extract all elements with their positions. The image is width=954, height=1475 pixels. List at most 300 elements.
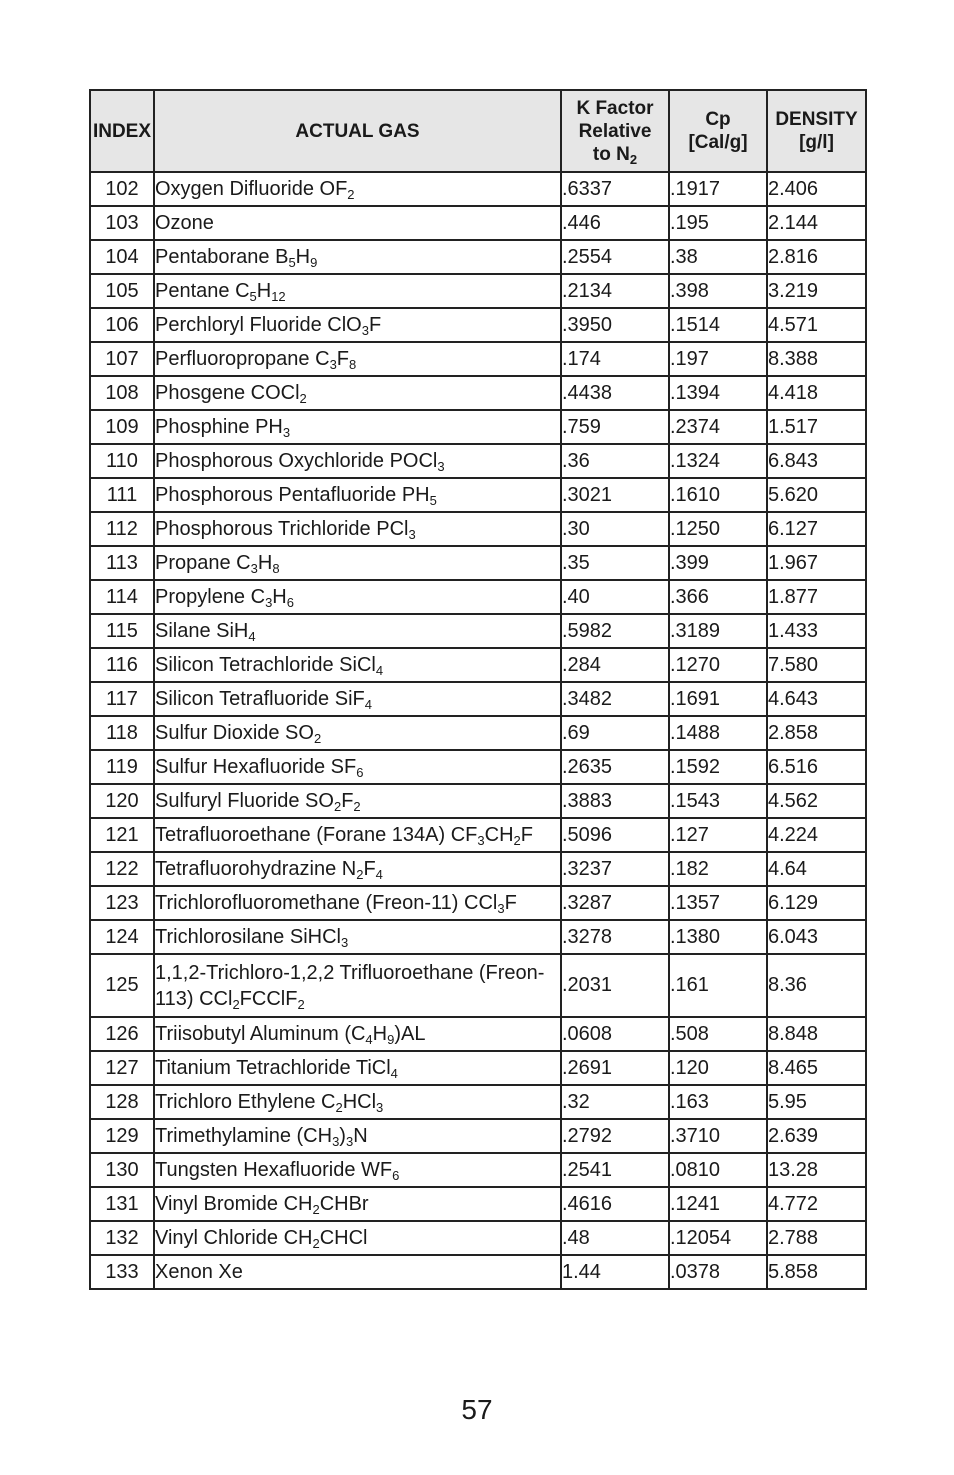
- cell-density: 1.967: [767, 546, 866, 580]
- cell-actual-gas: [154, 920, 561, 954]
- cell-index: 105: [90, 274, 154, 308]
- cell-index: 130: [90, 1153, 154, 1187]
- gas-name-text: Perchloryl Fluoride ClO: [155, 314, 362, 336]
- cell-density: 8.36: [767, 954, 866, 1017]
- table-body: [90, 172, 866, 1289]
- table-row: [90, 376, 866, 410]
- gas-formula-subscript: 2: [312, 1236, 320, 1251]
- cell-cp: .197: [669, 342, 767, 376]
- table-row: [90, 750, 866, 784]
- cell-index: 121: [90, 818, 154, 852]
- cell-k-factor: .5096: [561, 818, 669, 852]
- cell-actual-gas: [154, 580, 561, 614]
- cell-index: 117: [90, 682, 154, 716]
- cell-actual-gas: [154, 784, 561, 818]
- gas-formula-subscript: 3: [345, 1134, 354, 1149]
- cell-density: 6.127: [767, 512, 866, 546]
- table-row: [90, 614, 866, 648]
- gas-name-text: F: [368, 314, 382, 336]
- gas-formula-subscript: 3: [408, 527, 416, 542]
- cell-cp: .1394: [669, 376, 767, 410]
- gas-formula-subscript: 3: [376, 1100, 384, 1115]
- header-cp-line1: Cp: [705, 109, 731, 130]
- table-row: [90, 818, 866, 852]
- cell-density: 4.772: [767, 1187, 866, 1221]
- gas-formula-subscript: 3: [282, 425, 291, 440]
- cell-k-factor: .3278: [561, 920, 669, 954]
- header-cp: [669, 90, 767, 172]
- header-cp-line2: [Cal/g]: [688, 132, 748, 153]
- cell-k-factor: .3021: [561, 478, 669, 512]
- table-row: [90, 478, 866, 512]
- cell-cp: .12054: [669, 1221, 767, 1255]
- cell-cp: .195: [669, 206, 767, 240]
- gas-formula-subscript: 5: [429, 493, 437, 508]
- header-k-factor-line2: Relative: [578, 120, 652, 142]
- gas-name-text: F: [363, 858, 376, 880]
- gas-formula-subscript: 4: [365, 1032, 373, 1047]
- cell-actual-gas: [154, 716, 561, 750]
- table-row: [90, 1255, 866, 1289]
- gas-formula-subscript: 2: [356, 867, 364, 882]
- table-row: [90, 1085, 866, 1119]
- cell-actual-gas: [154, 546, 561, 580]
- cell-index: 116: [90, 648, 154, 682]
- gas-name-text: CH: [484, 824, 514, 846]
- cell-k-factor: .2792: [561, 1119, 669, 1153]
- cell-k-factor: .0608: [561, 1017, 669, 1051]
- cell-index: 124: [90, 920, 154, 954]
- gas-name-text: F: [341, 790, 354, 812]
- cell-cp: .161: [669, 954, 767, 1017]
- header-k-factor-line1: K Factor: [576, 97, 654, 119]
- cell-index: 127: [90, 1051, 154, 1085]
- cell-density: 4.562: [767, 784, 866, 818]
- cell-k-factor: .2635: [561, 750, 669, 784]
- gas-formula-subscript: 9: [387, 1032, 395, 1047]
- gas-formula-subscript: 8: [349, 357, 357, 372]
- gas-formula-subscript: 3: [437, 459, 445, 474]
- gas-formula-subscript: 2: [299, 391, 307, 406]
- gas-name-text: Phosphorous Oxychloride POCl: [155, 450, 438, 472]
- header-density-line1: DENSITY: [775, 109, 858, 130]
- table-row: [90, 240, 866, 274]
- table-row: [90, 512, 866, 546]
- gas-name-text: F: [520, 824, 533, 846]
- cell-actual-gas: [154, 852, 561, 886]
- gas-name-text: Titanium Tetrachloride TiCl: [155, 1057, 391, 1079]
- gas-formula-subscript: 2: [232, 996, 240, 1012]
- gas-name-text: )AL: [394, 1023, 426, 1045]
- gas-formula-subscript: 3: [361, 323, 369, 338]
- cell-k-factor: .48: [561, 1221, 669, 1255]
- gas-name-text: CHBr: [319, 1193, 369, 1215]
- table-row: [90, 954, 866, 1017]
- gas-name-text: Tungsten Hexafluoride WF: [155, 1159, 393, 1181]
- cell-actual-gas: [154, 1051, 561, 1085]
- cell-density: 2.788: [767, 1221, 866, 1255]
- cell-k-factor: .6337: [561, 172, 669, 206]
- cell-cp: .1488: [669, 716, 767, 750]
- gas-formula-subscript: 4: [375, 663, 384, 678]
- cell-k-factor: .3883: [561, 784, 669, 818]
- cell-k-factor: .3950: [561, 308, 669, 342]
- gas-name-text: Trimethylamine (CH: [155, 1125, 333, 1147]
- cell-cp: .398: [669, 274, 767, 308]
- cell-actual-gas: [154, 376, 561, 410]
- gas-formula-subscript: 5: [249, 289, 257, 304]
- cell-density: 4.224: [767, 818, 866, 852]
- table-row: [90, 648, 866, 682]
- cell-density: 5.858: [767, 1255, 866, 1289]
- cell-density: 3.219: [767, 274, 866, 308]
- cell-actual-gas: [154, 512, 561, 546]
- table-row: [90, 886, 866, 920]
- header-index: INDEX: [90, 90, 154, 172]
- cell-density: 1.433: [767, 614, 866, 648]
- table-row: [90, 716, 866, 750]
- gas-formula-subscript: 2: [347, 187, 355, 202]
- cell-index: 128: [90, 1085, 154, 1119]
- cell-index: 131: [90, 1187, 154, 1221]
- cell-index: 104: [90, 240, 154, 274]
- gas-name-text: Phosphine PH: [155, 416, 283, 438]
- cell-density: 6.516: [767, 750, 866, 784]
- gas-name-text: Vinyl Bromide CH: [155, 1193, 313, 1215]
- cell-cp: .2374: [669, 410, 767, 444]
- header-density: [767, 90, 866, 172]
- cell-actual-gas: [154, 1119, 561, 1153]
- cell-index: 109: [90, 410, 154, 444]
- gas-name-text: Phosphorous Trichloride PCl: [155, 518, 409, 540]
- cell-actual-gas: [154, 1153, 561, 1187]
- cell-k-factor: .36: [561, 444, 669, 478]
- gas-name-text: H: [257, 552, 273, 574]
- cell-k-factor: .2691: [561, 1051, 669, 1085]
- cell-k-factor: .30: [561, 512, 669, 546]
- gas-formula-subscript: 3: [250, 561, 258, 576]
- gas-name-text: HCl: [342, 1091, 377, 1113]
- cell-k-factor: .759: [561, 410, 669, 444]
- cell-actual-gas: [154, 648, 561, 682]
- gas-name-text: Trichlorofluoromethane (Freon-11) CCl: [155, 892, 498, 914]
- cell-density: 2.816: [767, 240, 866, 274]
- cell-k-factor: .35: [561, 546, 669, 580]
- cell-index: 120: [90, 784, 154, 818]
- gas-name-text: CHCl: [319, 1227, 368, 1249]
- cell-density: 6.129: [767, 886, 866, 920]
- table-row: [90, 784, 866, 818]
- cell-cp: .120: [669, 1051, 767, 1085]
- cell-density: 13.28: [767, 1153, 866, 1187]
- header-k-factor-line3: to N: [592, 143, 630, 165]
- cell-actual-gas: [154, 274, 561, 308]
- cell-density: 2.144: [767, 206, 866, 240]
- header-k-factor-subscript: 2: [629, 151, 638, 167]
- gas-name-text: F: [504, 892, 517, 914]
- table-row: [90, 682, 866, 716]
- cell-index: 129: [90, 1119, 154, 1153]
- gas-name-text: Silicon Tetrafluoride SiF: [155, 688, 365, 710]
- cell-density: 4.571: [767, 308, 866, 342]
- cell-density: 5.95: [767, 1085, 866, 1119]
- cell-actual-gas: [154, 818, 561, 852]
- cell-actual-gas: [154, 478, 561, 512]
- gas-formula-subscript: 2: [333, 799, 342, 814]
- cell-actual-gas: [154, 1255, 561, 1289]
- cell-k-factor: .32: [561, 1085, 669, 1119]
- table-row: [90, 308, 866, 342]
- cell-cp: .182: [669, 852, 767, 886]
- cell-k-factor: .174: [561, 342, 669, 376]
- table-row: [90, 546, 866, 580]
- cell-k-factor: .5982: [561, 614, 669, 648]
- cell-actual-gas: [154, 1085, 561, 1119]
- cell-k-factor: .40: [561, 580, 669, 614]
- cell-cp: .366: [669, 580, 767, 614]
- cell-index: 114: [90, 580, 154, 614]
- cell-index: 110: [90, 444, 154, 478]
- cell-cp: .0810: [669, 1153, 767, 1187]
- cell-index: 113: [90, 546, 154, 580]
- gas-name-text: F: [336, 348, 350, 370]
- cell-density: 2.639: [767, 1119, 866, 1153]
- cell-cp: .1691: [669, 682, 767, 716]
- cell-cp: .1357: [669, 886, 767, 920]
- table-row: [90, 274, 866, 308]
- cell-actual-gas: [154, 1017, 561, 1051]
- table-row: [90, 1119, 866, 1153]
- gas-name-text: Trichloro Ethylene C: [155, 1091, 336, 1113]
- cell-cp: .1241: [669, 1187, 767, 1221]
- cell-index: 115: [90, 614, 154, 648]
- cell-cp: .38: [669, 240, 767, 274]
- cell-index: 107: [90, 342, 154, 376]
- gas-formula-subscript: 4: [375, 867, 383, 882]
- cell-actual-gas: [154, 342, 561, 376]
- cell-actual-gas: [154, 682, 561, 716]
- cell-k-factor: .2541: [561, 1153, 669, 1187]
- gas-formula-subscript: 2: [313, 731, 322, 746]
- gas-name-text: Propane C: [155, 552, 251, 574]
- cell-index: 106: [90, 308, 154, 342]
- gas-formula-subscript: 3: [332, 1134, 340, 1149]
- gas-formula-subscript: 4: [364, 697, 372, 712]
- table-row: [90, 1187, 866, 1221]
- table-row: [90, 206, 866, 240]
- gas-formula-subscript: 4: [248, 629, 256, 644]
- cell-index: 118: [90, 716, 154, 750]
- gas-name-text: 1,1,2-Trichloro-1,2,2 Trifluoroethane (Freon-113) CCl: [155, 961, 545, 1010]
- cell-density: 1.517: [767, 410, 866, 444]
- gas-name-text: N: [353, 1125, 368, 1147]
- gas-formula-subscript: 4: [390, 1066, 398, 1081]
- cell-density: 2.858: [767, 716, 866, 750]
- gas-formula-subscript: 12: [271, 289, 286, 304]
- cell-actual-gas: [154, 410, 561, 444]
- table-row: [90, 852, 866, 886]
- cell-cp: .1270: [669, 648, 767, 682]
- cell-cp: .3189: [669, 614, 767, 648]
- cell-index: 119: [90, 750, 154, 784]
- cell-index: 108: [90, 376, 154, 410]
- gas-formula-subscript: 3: [340, 935, 349, 950]
- cell-k-factor: .69: [561, 716, 669, 750]
- cell-density: 4.643: [767, 682, 866, 716]
- gas-properties-table: [89, 89, 867, 1290]
- gas-formula-subscript: 6: [356, 765, 364, 780]
- table-row: [90, 1221, 866, 1255]
- table-row: [90, 342, 866, 376]
- gas-name-text: Tetrafluorohydrazine N: [155, 858, 357, 880]
- gas-formula-subscript: 2: [312, 1202, 320, 1217]
- gas-name-text: H: [256, 280, 272, 302]
- cell-index: 133: [90, 1255, 154, 1289]
- gas-formula-subscript: 6: [392, 1168, 400, 1183]
- gas-name-text: Sulfur Dioxide SO: [155, 722, 314, 744]
- cell-density: 1.877: [767, 580, 866, 614]
- gas-name-text: Pentaborane B: [155, 246, 289, 268]
- gas-formula-subscript: 9: [310, 255, 318, 270]
- gas-name-text: Phosphorous Pentafluoride PH: [155, 484, 430, 506]
- cell-k-factor: .3287: [561, 886, 669, 920]
- table-row: [90, 1051, 866, 1085]
- cell-k-factor: .2031: [561, 954, 669, 1017]
- cell-density: 6.843: [767, 444, 866, 478]
- cell-actual-gas: [154, 308, 561, 342]
- table-row: [90, 410, 866, 444]
- cell-actual-gas: [154, 750, 561, 784]
- cell-index: 102: [90, 172, 154, 206]
- header-k-factor: [561, 90, 669, 172]
- gas-formula-subscript: 6: [286, 595, 294, 610]
- gas-formula-subscript: 3: [497, 901, 505, 916]
- gas-formula-subscript: 2: [513, 833, 521, 848]
- cell-cp: .1610: [669, 478, 767, 512]
- cell-k-factor: .4616: [561, 1187, 669, 1221]
- gas-name-text: Trichlorosilane SiHCl: [155, 926, 341, 948]
- gas-name-text: Phosgene COCl: [155, 382, 300, 404]
- gas-name-text: Vinyl Chloride CH: [155, 1227, 313, 1249]
- cell-density: 8.465: [767, 1051, 866, 1085]
- cell-actual-gas: [154, 1221, 561, 1255]
- cell-density: 4.418: [767, 376, 866, 410]
- gas-name-text: Silicon Tetrachloride SiCl: [155, 654, 376, 676]
- cell-cp: .1250: [669, 512, 767, 546]
- cell-cp: .127: [669, 818, 767, 852]
- table-row: [90, 172, 866, 206]
- gas-formula-subscript: 3: [477, 833, 485, 848]
- cell-index: 111: [90, 478, 154, 512]
- cell-density: 5.620: [767, 478, 866, 512]
- cell-cp: .1543: [669, 784, 767, 818]
- gas-name-text: Sulfuryl Fluoride SO: [155, 790, 334, 812]
- cell-actual-gas: [154, 1187, 561, 1221]
- cell-actual-gas: [154, 614, 561, 648]
- cell-density: 7.580: [767, 648, 866, 682]
- gas-formula-subscript: 3: [329, 357, 337, 372]
- table-row: [90, 444, 866, 478]
- cell-cp: .0378: [669, 1255, 767, 1289]
- cell-index: 126: [90, 1017, 154, 1051]
- gas-name-text: FCClF: [239, 987, 298, 1010]
- cell-density: 2.406: [767, 172, 866, 206]
- gas-formula-subscript: 2: [297, 996, 305, 1012]
- cell-actual-gas: [154, 954, 561, 1017]
- cell-index: 122: [90, 852, 154, 886]
- gas-name-text: Ozone: [155, 212, 214, 234]
- cell-k-factor: .446: [561, 206, 669, 240]
- cell-cp: .1917: [669, 172, 767, 206]
- cell-index: 103: [90, 206, 154, 240]
- cell-density: 8.848: [767, 1017, 866, 1051]
- cell-k-factor: .3237: [561, 852, 669, 886]
- table-row: [90, 920, 866, 954]
- gas-name-text: Oxygen Difluoride OF: [155, 178, 348, 200]
- gas-formula-subscript: 2: [353, 799, 361, 814]
- cell-cp: .1380: [669, 920, 767, 954]
- gas-formula-subscript: 2: [335, 1100, 343, 1115]
- gas-name-text: H: [272, 586, 287, 608]
- gas-formula-subscript: 5: [288, 255, 296, 270]
- gas-name-text: Pentane C: [155, 280, 250, 302]
- cell-density: 8.388: [767, 342, 866, 376]
- table-row: [90, 580, 866, 614]
- gas-name-text: Propylene C: [155, 586, 266, 608]
- cell-cp: .1514: [669, 308, 767, 342]
- table-row: [90, 1017, 866, 1051]
- gas-name-text: Silane SiH: [155, 620, 249, 642]
- cell-k-factor: .3482: [561, 682, 669, 716]
- cell-actual-gas: [154, 444, 561, 478]
- gas-name-text: H: [295, 246, 311, 268]
- gas-formula-subscript: 8: [272, 561, 280, 576]
- cell-actual-gas: [154, 206, 561, 240]
- cell-k-factor: .2554: [561, 240, 669, 274]
- table-header-row: [90, 90, 866, 172]
- gas-name-text: ): [339, 1125, 346, 1147]
- header-actual-gas: ACTUAL GAS: [154, 90, 561, 172]
- gas-formula-subscript: 3: [265, 595, 273, 610]
- table-row: [90, 1153, 866, 1187]
- cell-cp: .1592: [669, 750, 767, 784]
- cell-k-factor: .4438: [561, 376, 669, 410]
- header-density-line2: [g/l]: [799, 132, 834, 153]
- gas-name-text: H: [372, 1023, 388, 1045]
- cell-cp: .163: [669, 1085, 767, 1119]
- cell-actual-gas: [154, 172, 561, 206]
- cell-actual-gas: [154, 886, 561, 920]
- cell-index: 112: [90, 512, 154, 546]
- cell-cp: .508: [669, 1017, 767, 1051]
- gas-name-text: Triisobutyl Aluminum (C: [155, 1023, 366, 1045]
- cell-cp: .3710: [669, 1119, 767, 1153]
- cell-index: 132: [90, 1221, 154, 1255]
- page-number: 57: [461, 1394, 493, 1425]
- gas-name-text: Xenon Xe: [155, 1261, 243, 1283]
- cell-density: 6.043: [767, 920, 866, 954]
- gas-name-text: Perfluoropropane C: [155, 348, 330, 370]
- cell-index: 125: [90, 954, 154, 1017]
- cell-density: 4.64: [767, 852, 866, 886]
- cell-cp: .1324: [669, 444, 767, 478]
- cell-actual-gas: [154, 240, 561, 274]
- cell-k-factor: .2134: [561, 274, 669, 308]
- cell-cp: .399: [669, 546, 767, 580]
- cell-k-factor: .284: [561, 648, 669, 682]
- cell-k-factor: 1.44: [561, 1255, 669, 1289]
- gas-name-text: Sulfur Hexafluoride SF: [155, 756, 357, 778]
